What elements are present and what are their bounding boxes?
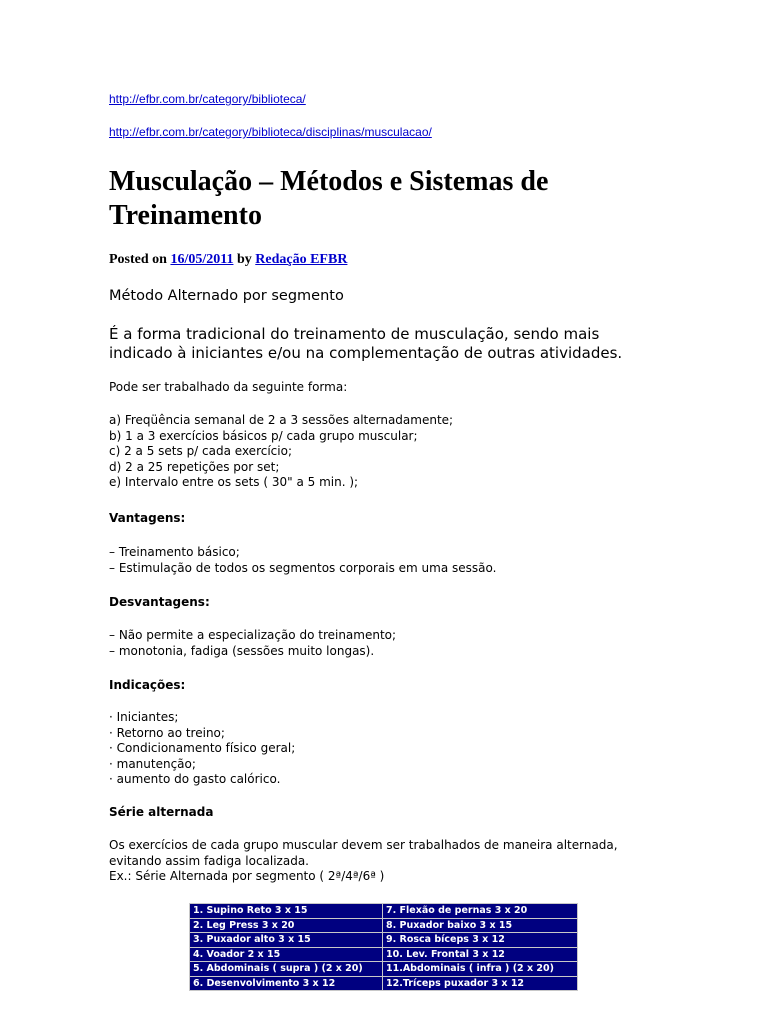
list-item: · aumento do gasto calórico. <box>109 772 281 786</box>
table-cell: 5. Abdominais ( supra ) (2 x 20) <box>190 962 383 977</box>
table-cell: 3. Puxador alto 3 x 15 <box>190 933 383 948</box>
method-heading: Método Alternado por segmento <box>109 288 344 304</box>
indications-heading: Indicações: <box>109 678 186 692</box>
post-meta <box>109 252 347 268</box>
table-cell: 7. Flexão de pernas 3 x 20 <box>383 904 578 919</box>
list-item: b) 1 a 3 exercícios básicos p/ cada grupo muscular; <box>109 428 418 443</box>
list-item: c) 2 a 5 sets p/ cada exercício; <box>109 444 292 458</box>
disadvantages-list <box>109 628 396 659</box>
series-heading: Série alternada <box>109 805 214 819</box>
table-cell: 9. Rosca bíceps 3 x 12 <box>383 933 578 948</box>
table-row <box>190 918 578 933</box>
list-item: a) Freqüência semanal de 2 a 3 sessões alternadamente; <box>109 413 454 427</box>
exercise-table <box>189 903 578 991</box>
table-row <box>190 976 578 991</box>
intro-text: Pode ser trabalhado da seguinte forma: <box>109 380 348 394</box>
list-item: – monotonia, fadiga (sessões muito longas). <box>109 643 375 658</box>
posted-on-label: Posted on <box>109 252 167 267</box>
musculacao-link[interactable]: http://efbr.com.br/category/biblioteca/disciplinas/musculacao/ <box>109 125 432 139</box>
list-item: – Treinamento básico; <box>109 545 240 559</box>
table-row <box>190 947 578 962</box>
lead-line-2: indicado à iniciantes e/ou na complementação de outras atividades. <box>109 344 623 362</box>
list-item: · manutenção; <box>109 756 196 771</box>
list-item: d) 2 a 25 repetições por set; <box>109 459 280 474</box>
author-link[interactable]: Redação EFBR <box>255 252 348 267</box>
lead-paragraph <box>109 325 622 363</box>
indications-list <box>109 710 295 788</box>
advantages-list <box>109 545 496 576</box>
list-item: · Iniciantes; <box>109 710 179 724</box>
post-date-link[interactable]: 16/05/2011 <box>170 252 234 267</box>
by-label: by <box>236 252 252 267</box>
series-line-2: evitando assim fadiga localizada. <box>109 853 309 868</box>
series-line-3: Ex.: Série Alternada por segmento ( 2ª/4ª/6ª ) <box>109 869 385 883</box>
page-title <box>109 165 548 233</box>
form-list <box>109 413 453 491</box>
table-cell: 1. Supino Reto 3 x 15 <box>190 904 383 919</box>
advantages-heading: Vantagens: <box>109 511 186 525</box>
table-cell: 6. Desenvolvimento 3 x 12 <box>190 976 383 991</box>
list-item: – Não permite a especialização do treinamento; <box>109 628 397 642</box>
table-cell: 2. Leg Press 3 x 20 <box>190 918 383 933</box>
table-cell: 11.Abdominais ( infra ) (2 x 20) <box>383 962 578 977</box>
series-line-1: Os exercícios de cada grupo muscular devem ser trabalhados de maneira alternada, <box>109 838 618 852</box>
lead-line-1: É a forma tradicional do treinamento de musculação, sendo mais <box>109 325 600 343</box>
list-item: · Retorno ao treino; <box>109 725 225 740</box>
list-item: e) Intervalo entre os sets ( 30" a 5 min. ); <box>109 475 359 489</box>
table-cell: 8. Puxador baixo 3 x 15 <box>383 918 578 933</box>
table-cell: 10. Lev. Frontal 3 x 12 <box>383 947 578 962</box>
table-row <box>190 962 578 977</box>
table-row <box>190 933 578 948</box>
page-title-line2: Treinamento <box>109 200 262 231</box>
table-cell: 12.Tríceps puxador 3 x 12 <box>383 976 578 991</box>
list-item: · Condicionamento físico geral; <box>109 741 296 755</box>
table-row <box>190 904 578 919</box>
list-item: – Estimulação de todos os segmentos corporais em uma sessão. <box>109 560 497 575</box>
series-paragraph <box>109 838 618 885</box>
page-title-line1: Musculação – Métodos e Sistemas de <box>109 166 549 197</box>
disadvantages-heading: Desvantagens: <box>109 595 210 609</box>
table-cell: 4. Voador 2 x 15 <box>190 947 383 962</box>
biblioteca-link[interactable]: http://efbr.com.br/category/biblioteca/ <box>109 92 306 106</box>
